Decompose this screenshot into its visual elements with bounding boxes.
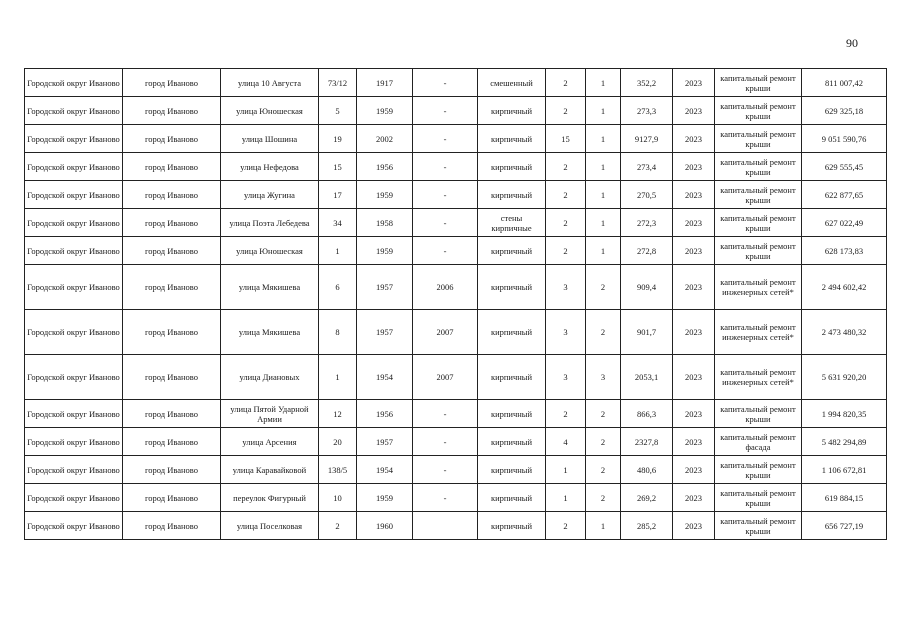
street-cell: улица Поэта Лебедева xyxy=(221,209,319,237)
floors-cell: 2 xyxy=(546,209,586,237)
house-number-cell: 1 xyxy=(319,355,357,400)
table-row xyxy=(25,153,887,181)
reconstruction-year-cell: - xyxy=(413,125,478,153)
cost-cell: 9 051 590,76 xyxy=(802,125,887,153)
table-row xyxy=(25,125,887,153)
area-cell: 480,6 xyxy=(621,456,673,484)
entrances-cell: 1 xyxy=(586,97,621,125)
reconstruction-year-cell: 2006 xyxy=(413,265,478,310)
city-cell: город Иваново xyxy=(123,484,221,512)
entrances-cell: 2 xyxy=(586,484,621,512)
entrances-cell: 2 xyxy=(586,265,621,310)
cost-cell: 5 631 920,20 xyxy=(802,355,887,400)
build-year-cell: 1917 xyxy=(357,69,413,97)
entrances-cell: 2 xyxy=(586,400,621,428)
build-year-cell: 1959 xyxy=(357,97,413,125)
reconstruction-year-cell: - xyxy=(413,69,478,97)
house-number-cell: 12 xyxy=(319,400,357,428)
table-row xyxy=(25,456,887,484)
build-year-cell: 1958 xyxy=(357,209,413,237)
city-cell: город Иваново xyxy=(123,265,221,310)
district-cell: Городской округ Иваново xyxy=(25,355,123,400)
work-type-cell: капитальный ремонт крыши xyxy=(715,181,802,209)
entrances-cell: 1 xyxy=(586,153,621,181)
district-cell: Городской округ Иваново xyxy=(25,125,123,153)
area-cell: 909,4 xyxy=(621,265,673,310)
table-row xyxy=(25,181,887,209)
table-row xyxy=(25,209,887,237)
reconstruction-year-cell: 2007 xyxy=(413,310,478,355)
cost-cell: 2 494 602,42 xyxy=(802,265,887,310)
reconstruction-year-cell: - xyxy=(413,428,478,456)
area-cell: 901,7 xyxy=(621,310,673,355)
street-cell: переулок Фигурный xyxy=(221,484,319,512)
area-cell: 273,4 xyxy=(621,153,673,181)
floors-cell: 3 xyxy=(546,310,586,355)
floors-cell: 15 xyxy=(546,125,586,153)
table-body xyxy=(25,69,887,540)
table-row xyxy=(25,428,887,456)
plan-year-cell: 2023 xyxy=(673,237,715,265)
reconstruction-year-cell: - xyxy=(413,97,478,125)
cost-cell: 656 727,19 xyxy=(802,512,887,540)
area-cell: 272,8 xyxy=(621,237,673,265)
cost-cell: 629 555,45 xyxy=(802,153,887,181)
floors-cell: 2 xyxy=(546,97,586,125)
build-year-cell: 1954 xyxy=(357,456,413,484)
district-cell: Городской округ Иваново xyxy=(25,428,123,456)
wall-material-cell: кирпичный xyxy=(478,153,546,181)
floors-cell: 2 xyxy=(546,512,586,540)
district-cell: Городской округ Иваново xyxy=(25,181,123,209)
district-cell: Городской округ Иваново xyxy=(25,265,123,310)
cost-cell: 619 884,15 xyxy=(802,484,887,512)
street-cell: улица Поселковая xyxy=(221,512,319,540)
table-row xyxy=(25,237,887,265)
build-year-cell: 1956 xyxy=(357,400,413,428)
work-type-cell: капитальный ремонт крыши xyxy=(715,400,802,428)
table-row xyxy=(25,400,887,428)
build-year-cell: 1957 xyxy=(357,265,413,310)
house-number-cell: 34 xyxy=(319,209,357,237)
cost-cell: 5 482 294,89 xyxy=(802,428,887,456)
plan-year-cell: 2023 xyxy=(673,69,715,97)
floors-cell: 2 xyxy=(546,153,586,181)
build-year-cell: 1954 xyxy=(357,355,413,400)
page-number: 90 xyxy=(846,36,858,50)
work-type-cell: капитальный ремонт крыши xyxy=(715,125,802,153)
house-number-cell: 20 xyxy=(319,428,357,456)
plan-year-cell: 2023 xyxy=(673,428,715,456)
city-cell: город Иваново xyxy=(123,153,221,181)
reconstruction-year-cell xyxy=(413,512,478,540)
plan-year-cell: 2023 xyxy=(673,400,715,428)
work-type-cell: капитальный ремонт крыши xyxy=(715,456,802,484)
wall-material-cell: кирпичный xyxy=(478,428,546,456)
work-type-cell: капитальный ремонт крыши xyxy=(715,97,802,125)
street-cell: улица Арсения xyxy=(221,428,319,456)
floors-cell: 1 xyxy=(546,484,586,512)
build-year-cell: 1956 xyxy=(357,153,413,181)
house-number-cell: 5 xyxy=(319,97,357,125)
floors-cell: 1 xyxy=(546,456,586,484)
house-number-cell: 19 xyxy=(319,125,357,153)
street-cell: улица Каравайковой xyxy=(221,456,319,484)
street-cell: улица 10 Августа xyxy=(221,69,319,97)
street-cell: улица Жугина xyxy=(221,181,319,209)
work-type-cell: капитальный ремонт инженерных сетей* xyxy=(715,265,802,310)
wall-material-cell: кирпичный xyxy=(478,400,546,428)
work-type-cell: капитальный ремонт крыши xyxy=(715,153,802,181)
build-year-cell: 1960 xyxy=(357,512,413,540)
plan-year-cell: 2023 xyxy=(673,310,715,355)
area-cell: 866,3 xyxy=(621,400,673,428)
area-cell: 9127,9 xyxy=(621,125,673,153)
house-number-cell: 1 xyxy=(319,237,357,265)
district-cell: Городской округ Иваново xyxy=(25,400,123,428)
entrances-cell: 1 xyxy=(586,512,621,540)
street-cell: улица Диановых xyxy=(221,355,319,400)
floors-cell: 3 xyxy=(546,355,586,400)
floors-cell: 4 xyxy=(546,428,586,456)
house-number-cell: 17 xyxy=(319,181,357,209)
house-number-cell: 10 xyxy=(319,484,357,512)
wall-material-cell: кирпичный xyxy=(478,512,546,540)
street-cell: улица Шошина xyxy=(221,125,319,153)
wall-material-cell: кирпичный xyxy=(478,310,546,355)
wall-material-cell: стены кирпичные xyxy=(478,209,546,237)
work-type-cell: капитальный ремонт крыши xyxy=(715,209,802,237)
build-year-cell: 1959 xyxy=(357,237,413,265)
reconstruction-year-cell: - xyxy=(413,209,478,237)
entrances-cell: 1 xyxy=(586,209,621,237)
plan-year-cell: 2023 xyxy=(673,209,715,237)
entrances-cell: 2 xyxy=(586,428,621,456)
district-cell: Городской округ Иваново xyxy=(25,153,123,181)
entrances-cell: 2 xyxy=(586,310,621,355)
street-cell: улица Юношеская xyxy=(221,237,319,265)
area-cell: 352,2 xyxy=(621,69,673,97)
city-cell: город Иваново xyxy=(123,97,221,125)
wall-material-cell: кирпичный xyxy=(478,484,546,512)
house-number-cell: 2 xyxy=(319,512,357,540)
cost-cell: 627 022,49 xyxy=(802,209,887,237)
wall-material-cell: кирпичный xyxy=(478,237,546,265)
city-cell: город Иваново xyxy=(123,69,221,97)
district-cell: Городской округ Иваново xyxy=(25,237,123,265)
house-number-cell: 15 xyxy=(319,153,357,181)
cost-cell: 811 007,42 xyxy=(802,69,887,97)
district-cell: Городской округ Иваново xyxy=(25,512,123,540)
work-type-cell: капитальный ремонт фасада xyxy=(715,428,802,456)
table-row xyxy=(25,310,887,355)
work-type-cell: капитальный ремонт крыши xyxy=(715,512,802,540)
entrances-cell: 1 xyxy=(586,125,621,153)
table-row xyxy=(25,69,887,97)
street-cell: улица Мякишева xyxy=(221,265,319,310)
plan-year-cell: 2023 xyxy=(673,125,715,153)
wall-material-cell: кирпичный xyxy=(478,265,546,310)
floors-cell: 2 xyxy=(546,237,586,265)
wall-material-cell: кирпичный xyxy=(478,181,546,209)
district-cell: Городской округ Иваново xyxy=(25,484,123,512)
entrances-cell: 3 xyxy=(586,355,621,400)
city-cell: город Иваново xyxy=(123,355,221,400)
city-cell: город Иваново xyxy=(123,237,221,265)
city-cell: город Иваново xyxy=(123,125,221,153)
city-cell: город Иваново xyxy=(123,428,221,456)
plan-year-cell: 2023 xyxy=(673,153,715,181)
table-row xyxy=(25,97,887,125)
table-row xyxy=(25,512,887,540)
table-row xyxy=(25,265,887,310)
work-type-cell: капитальный ремонт крыши xyxy=(715,484,802,512)
plan-year-cell: 2023 xyxy=(673,181,715,209)
entrances-cell: 1 xyxy=(586,237,621,265)
wall-material-cell: кирпичный xyxy=(478,97,546,125)
area-cell: 273,3 xyxy=(621,97,673,125)
cost-cell: 622 877,65 xyxy=(802,181,887,209)
floors-cell: 2 xyxy=(546,181,586,209)
district-cell: Городской округ Иваново xyxy=(25,97,123,125)
build-year-cell: 2002 xyxy=(357,125,413,153)
street-cell: улица Нефедова xyxy=(221,153,319,181)
area-cell: 2053,1 xyxy=(621,355,673,400)
district-cell: Городской округ Иваново xyxy=(25,456,123,484)
cost-cell: 1 994 820,35 xyxy=(802,400,887,428)
city-cell: город Иваново xyxy=(123,512,221,540)
floors-cell: 2 xyxy=(546,69,586,97)
area-cell: 269,2 xyxy=(621,484,673,512)
reconstruction-year-cell: - xyxy=(413,237,478,265)
build-year-cell: 1957 xyxy=(357,428,413,456)
house-number-cell: 6 xyxy=(319,265,357,310)
build-year-cell: 1959 xyxy=(357,484,413,512)
city-cell: город Иваново xyxy=(123,400,221,428)
street-cell: улица Мякишева xyxy=(221,310,319,355)
plan-year-cell: 2023 xyxy=(673,456,715,484)
work-type-cell: капитальный ремонт инженерных сетей* xyxy=(715,310,802,355)
entrances-cell: 2 xyxy=(586,456,621,484)
reconstruction-year-cell: - xyxy=(413,153,478,181)
build-year-cell: 1957 xyxy=(357,310,413,355)
plan-year-cell: 2023 xyxy=(673,97,715,125)
street-cell: улица Юношеская xyxy=(221,97,319,125)
area-cell: 285,2 xyxy=(621,512,673,540)
district-cell: Городской округ Иваново xyxy=(25,209,123,237)
entrances-cell: 1 xyxy=(586,69,621,97)
city-cell: город Иваново xyxy=(123,310,221,355)
plan-year-cell: 2023 xyxy=(673,512,715,540)
wall-material-cell: кирпичный xyxy=(478,456,546,484)
cost-cell: 2 473 480,32 xyxy=(802,310,887,355)
reconstruction-year-cell: - xyxy=(413,484,478,512)
house-number-cell: 138/5 xyxy=(319,456,357,484)
cost-cell: 628 173,83 xyxy=(802,237,887,265)
wall-material-cell: кирпичный xyxy=(478,125,546,153)
floors-cell: 3 xyxy=(546,265,586,310)
area-cell: 272,3 xyxy=(621,209,673,237)
build-year-cell: 1959 xyxy=(357,181,413,209)
work-type-cell: капитальный ремонт крыши xyxy=(715,69,802,97)
wall-material-cell: смешенный xyxy=(478,69,546,97)
city-cell: город Иваново xyxy=(123,456,221,484)
area-cell: 270,5 xyxy=(621,181,673,209)
cost-cell: 629 325,18 xyxy=(802,97,887,125)
plan-year-cell: 2023 xyxy=(673,355,715,400)
cost-cell: 1 106 672,81 xyxy=(802,456,887,484)
work-type-cell: капитальный ремонт инженерных сетей* xyxy=(715,355,802,400)
city-cell: город Иваново xyxy=(123,209,221,237)
housing-repair-table xyxy=(24,68,887,540)
table-row xyxy=(25,484,887,512)
floors-cell: 2 xyxy=(546,400,586,428)
district-cell: Городской округ Иваново xyxy=(25,69,123,97)
area-cell: 2327,8 xyxy=(621,428,673,456)
house-number-cell: 8 xyxy=(319,310,357,355)
reconstruction-year-cell: 2007 xyxy=(413,355,478,400)
reconstruction-year-cell: - xyxy=(413,400,478,428)
street-cell: улица Пятой Ударной Армии xyxy=(221,400,319,428)
district-cell: Городской округ Иваново xyxy=(25,310,123,355)
reconstruction-year-cell: - xyxy=(413,456,478,484)
house-number-cell: 73/12 xyxy=(319,69,357,97)
city-cell: город Иваново xyxy=(123,181,221,209)
reconstruction-year-cell: - xyxy=(413,181,478,209)
wall-material-cell: кирпичный xyxy=(478,355,546,400)
plan-year-cell: 2023 xyxy=(673,484,715,512)
table-row xyxy=(25,355,887,400)
plan-year-cell: 2023 xyxy=(673,265,715,310)
entrances-cell: 1 xyxy=(586,181,621,209)
work-type-cell: капитальный ремонт крыши xyxy=(715,237,802,265)
